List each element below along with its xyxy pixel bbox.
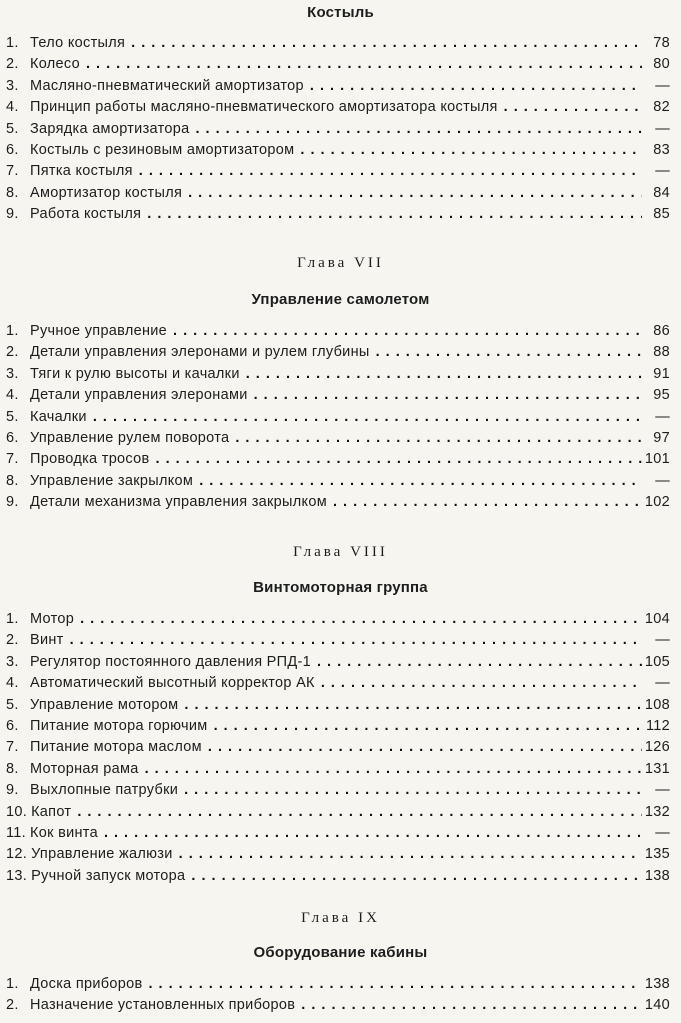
entry-title: Амортизатор костыля (30, 184, 183, 201)
leader-dots (167, 321, 642, 342)
toc-entry (6, 321, 670, 342)
entry-page: — (655, 675, 670, 692)
entry-number: 2. (6, 344, 19, 361)
section-title: Оборудование кабины (253, 944, 428, 961)
toc-entry (6, 204, 670, 225)
toc-entry (6, 802, 670, 823)
toc-entry (6, 54, 670, 75)
entry-title: Ручной запуск мотора (31, 867, 186, 884)
leader-dots (141, 204, 642, 225)
entry-title: Винт (30, 632, 64, 649)
entry-title: Кок винта (30, 824, 98, 841)
entry-page: 78 (653, 35, 670, 51)
entry-page: — (655, 782, 670, 799)
entry-page: 105 (644, 653, 670, 670)
entry-title: Регулятор постоянного давления РПД-1 (30, 653, 311, 670)
entry-title: Тело костыля (30, 35, 126, 51)
entry-title: Ручное управление (30, 323, 168, 339)
leader-dots (189, 119, 642, 140)
toc-entry (6, 780, 670, 801)
toc-entry (6, 471, 670, 492)
entry-title: Автоматический высотный корректор АК (30, 675, 315, 692)
entry-title: Управление жалюзи (31, 846, 173, 863)
entry-number: 4. (6, 387, 19, 404)
toc-entry (6, 385, 670, 406)
entry-title: Управление закрылком (30, 472, 194, 489)
entry-page: — (655, 472, 670, 489)
entry-title: Принцип работы масляно-пневматического амортизатора костыля (30, 99, 498, 116)
entry-number: 7. (6, 163, 19, 180)
toc-entry (6, 844, 670, 865)
entry-page: 104 (644, 611, 670, 627)
toc-entry (6, 652, 670, 673)
toc-entry (6, 342, 670, 363)
leader-dots (202, 737, 642, 758)
toc-entry (6, 737, 670, 758)
entry-title: Детали управления элеронами (30, 387, 248, 404)
entry-page: 86 (653, 323, 670, 339)
leader-dots (80, 54, 642, 75)
entry-page: 138 (644, 976, 670, 992)
toc-entry (6, 140, 670, 161)
entry-page: — (655, 632, 670, 649)
entry-title: Назначение установленных приборов (30, 997, 296, 1014)
toc-entry (6, 995, 670, 1016)
entry-title: Зарядка амортизатора (30, 120, 190, 137)
toc-entry (6, 407, 670, 428)
entry-title: Пятка костыля (30, 163, 133, 180)
entry-number: 1. (6, 611, 19, 627)
entry-title: Выхлопные патрубки (30, 782, 179, 799)
entry-page: 112 (645, 717, 670, 734)
entry-page: 108 (644, 696, 670, 713)
leader-dots (98, 823, 642, 844)
entry-number: 9. (6, 782, 19, 799)
entry-page: 82 (653, 99, 670, 116)
leader-dots (178, 695, 642, 716)
toc-entry (6, 492, 670, 513)
leader-dots (64, 630, 642, 651)
entry-number: 7. (6, 739, 19, 756)
leader-dots (139, 759, 642, 780)
leader-dots (304, 76, 642, 97)
leader-dots (193, 471, 642, 492)
toc-entry (6, 866, 670, 887)
leader-dots (294, 140, 642, 161)
entry-number: 5. (6, 696, 19, 713)
entry-title: Колесо (30, 56, 80, 73)
leader-dots (150, 449, 642, 470)
entry-number: 8. (6, 472, 19, 489)
leader-dots (125, 33, 642, 54)
entry-title: Масляно-пневматический амортизатор (30, 77, 304, 94)
entry-number: 11. (6, 824, 26, 841)
toc-entry (6, 695, 670, 716)
leader-dots (295, 995, 642, 1016)
entry-page: 80 (653, 56, 670, 73)
toc-entry (6, 823, 670, 844)
entry-number: 5. (6, 408, 19, 425)
entry-number: 3. (6, 653, 19, 670)
entry-page: 131 (644, 760, 670, 777)
entry-page: — (655, 77, 670, 94)
toc-list (6, 321, 670, 514)
entry-number: 8. (6, 760, 19, 777)
entry-number: 12. (6, 846, 28, 863)
toc-entry (6, 76, 670, 97)
section-title: Винтомоторная группа (253, 579, 428, 596)
leader-dots (185, 866, 642, 887)
entry-page: 91 (653, 365, 670, 382)
entry-title: Костыль с резиновым амортизатором (30, 141, 295, 158)
toc-entry (6, 759, 670, 780)
entry-title: Управление рулем поворота (30, 429, 230, 446)
entry-number: 9. (6, 494, 19, 511)
toc-list (6, 974, 670, 1017)
entry-number: 1. (6, 976, 19, 992)
leader-dots (327, 492, 642, 513)
entry-title: Моторная рама (30, 760, 139, 777)
toc-entry (6, 161, 670, 182)
entry-number: 7. (6, 451, 19, 468)
entry-title: Качалки (30, 408, 87, 425)
entry-page: — (655, 120, 670, 137)
chapter-heading: Глава VIII (293, 544, 388, 560)
entry-number: 3. (6, 77, 19, 94)
toc-entry (6, 609, 670, 630)
entry-title: Работа костыля (30, 206, 142, 223)
leader-dots (133, 161, 642, 182)
entry-number: 4. (6, 99, 19, 116)
entry-page: 88 (653, 344, 670, 361)
leader-dots (498, 97, 642, 118)
leader-dots (173, 844, 642, 865)
toc-entry (6, 119, 670, 140)
toc-entry (6, 449, 670, 470)
entry-number: 2. (6, 56, 19, 73)
entry-page: 97 (653, 429, 670, 446)
entry-title: Тяги к рулю высоты и качалки (30, 365, 240, 382)
leader-dots (370, 342, 642, 363)
leader-dots (315, 673, 642, 694)
entry-number: 4. (6, 675, 19, 692)
toc-entry (6, 33, 670, 54)
entry-title: Детали механизма управления закрылком (30, 494, 327, 511)
entry-page: — (655, 824, 670, 841)
leader-dots (240, 364, 642, 385)
entry-page: 84 (653, 184, 670, 201)
entry-page: 95 (653, 387, 670, 404)
toc-entry (6, 183, 670, 204)
leader-dots (74, 609, 642, 630)
toc-entry (6, 673, 670, 694)
section-title: Костыль (307, 4, 374, 21)
leader-dots (248, 385, 642, 406)
entry-number: 3. (6, 365, 19, 382)
entry-page: 132 (644, 803, 670, 820)
entry-number: 9. (6, 206, 19, 223)
entry-page: — (655, 163, 670, 180)
chapter-heading: Глава VII (297, 255, 384, 271)
leader-dots (178, 780, 642, 801)
leader-dots (208, 716, 642, 737)
toc-entry (6, 428, 670, 449)
entry-number: 1. (6, 323, 19, 339)
entry-title: Детали управления элеронами и рулем глубины (30, 344, 370, 361)
entry-number: 13. (6, 867, 28, 884)
entry-number: 10. (6, 803, 28, 820)
leader-dots (229, 428, 642, 449)
entry-title: Мотор (30, 611, 75, 627)
toc-entry (6, 364, 670, 385)
leader-dots (182, 183, 642, 204)
section-title: Управление самолетом (251, 291, 430, 308)
toc-entry (6, 97, 670, 118)
entry-title: Капот (31, 803, 72, 820)
toc-entry (6, 716, 670, 737)
entry-page: 135 (644, 846, 670, 863)
entry-page: 102 (644, 494, 670, 511)
chapter-heading: Глава IX (301, 910, 380, 926)
entry-number: 6. (6, 717, 19, 734)
entry-title: Проводка тросов (30, 451, 150, 468)
entry-page: 101 (644, 451, 670, 468)
entry-title: Управление мотором (30, 696, 179, 713)
entry-page: — (655, 408, 670, 425)
leader-dots (87, 407, 642, 428)
entry-number: 2. (6, 632, 19, 649)
toc-entry (6, 974, 670, 995)
toc-list (6, 609, 670, 887)
entry-page: 83 (653, 141, 670, 158)
entry-title: Доска приборов (30, 976, 143, 992)
leader-dots (311, 652, 642, 673)
entry-page: 140 (644, 997, 670, 1014)
toc-list (6, 33, 670, 226)
entry-number: 1. (6, 35, 19, 51)
toc-entry (6, 630, 670, 651)
entry-number: 6. (6, 141, 19, 158)
entry-number: 5. (6, 120, 19, 137)
entry-number: 8. (6, 184, 19, 201)
entry-number: 6. (6, 429, 19, 446)
entry-page: 126 (644, 739, 670, 756)
entry-title: Питание мотора горючим (30, 717, 208, 734)
leader-dots (71, 802, 642, 823)
leader-dots (142, 974, 642, 995)
entry-number: 2. (6, 997, 19, 1014)
entry-title: Питание мотора маслом (30, 739, 202, 756)
entry-page: 138 (644, 867, 670, 884)
entry-page: 85 (653, 206, 670, 223)
